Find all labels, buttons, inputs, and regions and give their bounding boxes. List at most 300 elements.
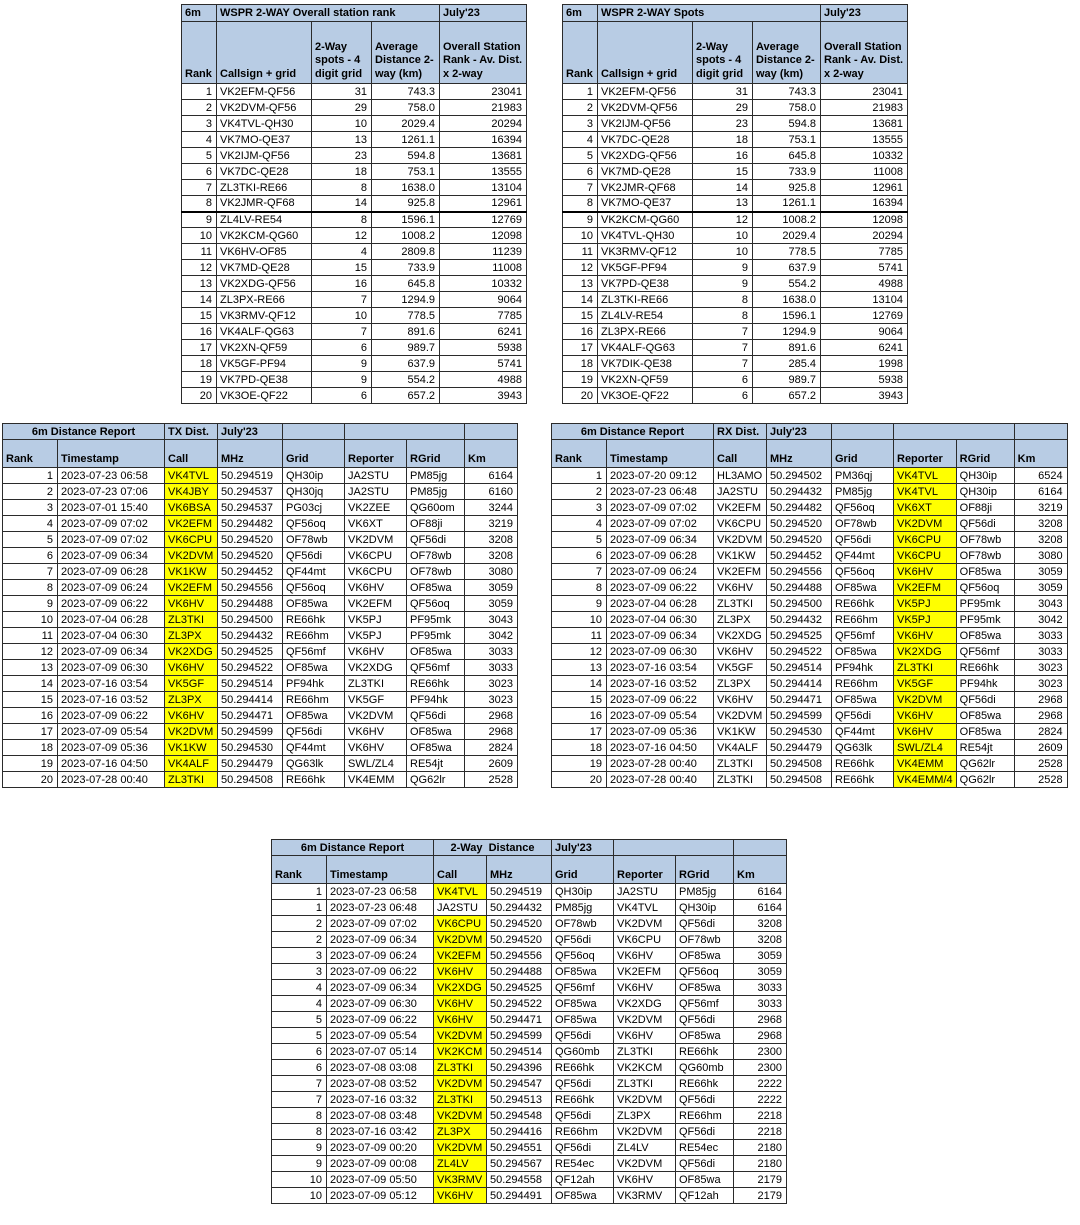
cell-call: VK4TVL — [165, 468, 218, 484]
col-header-callsign: Callsign + grid — [217, 22, 312, 84]
table-row — [272, 1156, 787, 1172]
cell-mhz: 50.294551 — [487, 1140, 552, 1156]
cell-timestamp: 2023-07-04 06:28 — [607, 596, 714, 612]
cell-grid: QF56di — [832, 532, 894, 548]
cell-km: 3033 — [1014, 628, 1067, 644]
col-header-callsign: Callsign + grid — [598, 22, 693, 84]
cell-overall-rank: 7785 — [821, 244, 908, 260]
cell-call: VK6HV — [714, 692, 767, 708]
cell-call: VK6HV — [165, 660, 218, 676]
dist-table — [2, 423, 518, 788]
table-row — [272, 1044, 787, 1060]
cell-grid: RE66hk — [832, 772, 894, 788]
table-row — [182, 164, 527, 180]
col-header-reporter: Reporter — [345, 440, 407, 468]
table-row — [552, 548, 1068, 564]
table-row — [272, 1012, 787, 1028]
cell-spots: 18 — [312, 164, 372, 180]
cell-call: VK6BSA — [165, 500, 218, 516]
cell-reporter: VK6CPU — [894, 548, 957, 564]
cell-rgrid: OF78wb — [956, 548, 1014, 564]
cell-grid: QF44mt — [283, 564, 345, 580]
cell-rgrid: QF56mf — [407, 660, 465, 676]
cell-timestamp: 2023-07-16 03:54 — [58, 676, 165, 692]
cell-mhz: 50.294414 — [767, 676, 832, 692]
cell-timestamp: 2023-07-16 04:50 — [58, 756, 165, 772]
cell-timestamp: 2023-07-09 06:28 — [607, 548, 714, 564]
cell-mhz: 50.294508 — [767, 772, 832, 788]
cell-km: 2180 — [734, 1140, 787, 1156]
cell-call: VK1KW — [165, 564, 218, 580]
table-row — [3, 484, 518, 500]
cell-call: VK6HV — [434, 1012, 487, 1028]
cell-reporter: VK6HV — [345, 724, 407, 740]
cell-grid: PM36qj — [832, 468, 894, 484]
cell-rgrid: QF56mf — [956, 644, 1014, 660]
cell-callsign: VK3OE-QF22 — [598, 388, 693, 404]
cell-spots: 10 — [312, 116, 372, 132]
cell-km: 2968 — [734, 1028, 787, 1044]
cell-callsign: VK2DVM-QF56 — [217, 100, 312, 116]
cell-reporter: VK5GF — [345, 692, 407, 708]
table-row — [182, 308, 527, 324]
cell-reporter: JA2STU — [614, 884, 676, 900]
cell-callsign: VK2KCM-QG60 — [598, 212, 693, 228]
cell-reporter: VK5PJ — [894, 612, 957, 628]
cell-spots: 6 — [312, 388, 372, 404]
cell-grid: QH30ip — [552, 884, 614, 900]
table-row — [3, 468, 518, 484]
cell-rgrid: PF94hk — [956, 676, 1014, 692]
cell-callsign: VK2IJM-QF56 — [217, 148, 312, 164]
table-row — [3, 676, 518, 692]
cell-overall-rank: 1998 — [821, 356, 908, 372]
cell-overall-rank: 9064 — [821, 324, 908, 340]
cell-call: VK2KCM — [434, 1044, 487, 1060]
cell-rank: 10 — [272, 1188, 327, 1204]
table-row — [182, 356, 527, 372]
cell-km: 3080 — [1014, 548, 1067, 564]
cell-avg-distance: 1008.2 — [753, 212, 821, 228]
cell-avg-distance: 645.8 — [753, 148, 821, 164]
cell-timestamp: 2023-07-09 06:28 — [58, 564, 165, 580]
cell-reporter: VK5PJ — [345, 612, 407, 628]
cell-timestamp: 2023-07-09 06:22 — [607, 692, 714, 708]
cell-timestamp: 2023-07-08 03:52 — [327, 1076, 434, 1092]
cell-reporter: VK6HV — [614, 1028, 676, 1044]
cell-grid: QF56di — [832, 708, 894, 724]
col-header-rank: Rank — [563, 22, 598, 84]
cell-mhz: 50.294567 — [487, 1156, 552, 1172]
cell-call: VK2EFM — [165, 580, 218, 596]
spacer — [1014, 424, 1067, 440]
cell-rank: 13 — [563, 276, 598, 292]
cell-rank: 10 — [563, 228, 598, 244]
cell-spots: 23 — [312, 148, 372, 164]
col-header-grid: Grid — [552, 856, 614, 884]
cell-mhz: 50.294414 — [218, 692, 283, 708]
cell-rgrid: QG62lr — [407, 772, 465, 788]
table-row — [3, 692, 518, 708]
table-row — [182, 340, 527, 356]
cell-km: 3059 — [734, 948, 787, 964]
cell-rgrid: QG60om — [407, 500, 465, 516]
cell-spots: 8 — [693, 292, 753, 308]
cell-spots: 6 — [693, 388, 753, 404]
cell-rgrid: RE66hk — [407, 676, 465, 692]
cell-reporter: VK6HV — [894, 708, 957, 724]
table-title: WSPR 2-WAY Overall station rank — [217, 5, 440, 22]
cell-reporter: VK2XDG — [345, 660, 407, 676]
table-row — [182, 100, 527, 116]
col-header-mhz: MHz — [767, 440, 832, 468]
cell-grid: RE66hm — [552, 1124, 614, 1140]
cell-km: 2528 — [1014, 756, 1067, 772]
cell-avg-distance: 778.5 — [753, 244, 821, 260]
cell-rgrid: QH30ip — [956, 484, 1014, 500]
cell-grid: OF85wa — [832, 692, 894, 708]
cell-overall-rank: 13681 — [440, 148, 527, 164]
cell-rgrid: QF56oq — [956, 580, 1014, 596]
cell-callsign: VK2JMR-QF68 — [598, 180, 693, 196]
cell-timestamp: 2023-07-09 06:34 — [58, 548, 165, 564]
cell-rgrid: OF85wa — [956, 564, 1014, 580]
table-row — [552, 676, 1068, 692]
cell-callsign: ZL3PX-RE66 — [217, 292, 312, 308]
cell-rank: 15 — [563, 308, 598, 324]
cell-call: VK2DVM — [714, 532, 767, 548]
cell-grid: RE66hk — [283, 772, 345, 788]
cell-call: ZL3TKI — [714, 772, 767, 788]
cell-timestamp: 2023-07-09 07:02 — [58, 516, 165, 532]
cell-km: 2179 — [734, 1172, 787, 1188]
cell-timestamp: 2023-07-09 07:02 — [607, 500, 714, 516]
cell-km: 6164 — [1014, 484, 1067, 500]
cell-mhz: 50.294508 — [218, 772, 283, 788]
cell-mhz: 50.294547 — [487, 1076, 552, 1092]
cell-mhz: 50.294530 — [767, 724, 832, 740]
cell-callsign: VK7MO-QE37 — [217, 132, 312, 148]
cell-rank: 18 — [3, 740, 58, 756]
cell-mhz: 50.294491 — [487, 1188, 552, 1204]
cell-reporter: VK2XDG — [614, 996, 676, 1012]
cell-timestamp: 2023-07-09 05:36 — [607, 724, 714, 740]
table-row — [552, 468, 1068, 484]
cell-rank: 15 — [182, 308, 217, 324]
cell-avg-distance: 1261.1 — [372, 132, 440, 148]
cell-reporter: VK2DVM — [345, 532, 407, 548]
cell-timestamp: 2023-07-04 06:30 — [58, 628, 165, 644]
cell-callsign: VK2IJM-QF56 — [598, 116, 693, 132]
cell-rank: 7 — [272, 1076, 327, 1092]
cell-spots: 13 — [312, 132, 372, 148]
cell-call: VK2EFM — [165, 516, 218, 532]
cell-timestamp: 2023-07-09 00:08 — [327, 1156, 434, 1172]
table-row — [272, 884, 787, 900]
cell-rank: 8 — [272, 1108, 327, 1124]
cell-mhz: 50.294522 — [218, 660, 283, 676]
cell-reporter: VK2KCM — [614, 1060, 676, 1076]
table-row — [563, 372, 908, 388]
cell-mhz: 50.294479 — [218, 756, 283, 772]
cell-km: 3244 — [465, 500, 518, 516]
cell-overall-rank: 13104 — [440, 180, 527, 196]
cell-callsign: ZL3TKI-RE66 — [598, 292, 693, 308]
cell-overall-rank: 12961 — [821, 180, 908, 196]
cell-overall-rank: 12769 — [821, 308, 908, 324]
cell-reporter: VK6CPU — [345, 548, 407, 564]
month-label: July'23 — [821, 5, 908, 22]
table-row — [182, 196, 527, 212]
cell-overall-rank: 16394 — [821, 196, 908, 212]
cell-reporter: VK2EFM — [614, 964, 676, 980]
cell-rank: 1 — [563, 84, 598, 100]
cell-rgrid: QH30ip — [676, 900, 734, 916]
col-header-avg-distance: Average Distance 2-way (km) — [372, 22, 440, 84]
cell-avg-distance: 637.9 — [753, 260, 821, 276]
cell-reporter: VK6HV — [894, 724, 957, 740]
rank-table — [181, 4, 527, 404]
cell-rank: 2 — [552, 484, 607, 500]
cell-rank: 8 — [182, 196, 217, 212]
cell-mhz: 50.294482 — [218, 516, 283, 532]
table-subtitle: TX Dist. — [165, 424, 218, 440]
table-title: 6m Distance Report — [552, 424, 714, 440]
table-row — [563, 196, 908, 212]
table-row — [3, 564, 518, 580]
cell-overall-rank: 21983 — [440, 100, 527, 116]
col-header-spots: 2-Way spots - 4 digit grid — [693, 22, 753, 84]
cell-grid: OF85wa — [552, 1188, 614, 1204]
table-row — [3, 628, 518, 644]
column-header-row — [272, 856, 787, 884]
cell-rank: 20 — [563, 388, 598, 404]
cell-spots: 9 — [312, 372, 372, 388]
cell-rank: 6 — [272, 1060, 327, 1076]
cell-callsign: VK2XDG-QF56 — [217, 276, 312, 292]
col-header-timestamp: Timestamp — [607, 440, 714, 468]
cell-rank: 3 — [552, 500, 607, 516]
cell-rgrid: RE66hk — [676, 1076, 734, 1092]
cell-avg-distance: 733.9 — [372, 260, 440, 276]
cell-call: VK1KW — [714, 548, 767, 564]
table-row — [552, 772, 1068, 788]
cell-timestamp: 2023-07-09 00:20 — [327, 1140, 434, 1156]
cell-mhz: 50.294514 — [487, 1044, 552, 1060]
cell-rank: 8 — [552, 580, 607, 596]
cell-km: 3208 — [465, 548, 518, 564]
cell-overall-rank: 12098 — [440, 228, 527, 244]
cell-timestamp: 2023-07-09 06:34 — [607, 532, 714, 548]
cell-rgrid: QH30ip — [956, 468, 1014, 484]
band-label: 6m — [182, 5, 217, 22]
cell-call: VK4JBY — [165, 484, 218, 500]
table-row — [3, 516, 518, 532]
table-row — [182, 372, 527, 388]
table-row — [272, 1172, 787, 1188]
cell-grid: QF56oq — [832, 564, 894, 580]
table-row — [563, 292, 908, 308]
cell-timestamp: 2023-07-09 06:22 — [607, 580, 714, 596]
cell-reporter: VK6XT — [894, 500, 957, 516]
cell-overall-rank: 5741 — [821, 260, 908, 276]
cell-mhz: 50.294537 — [218, 484, 283, 500]
table-row — [272, 1188, 787, 1204]
cell-mhz: 50.294514 — [218, 676, 283, 692]
cell-call: VK2DVM — [434, 1028, 487, 1044]
cell-rank: 9 — [272, 1140, 327, 1156]
cell-overall-rank: 12961 — [440, 196, 527, 212]
cell-reporter: VK2DVM — [345, 708, 407, 724]
cell-spots: 7 — [312, 324, 372, 340]
table-title-row — [272, 840, 787, 856]
cell-rank: 2 — [3, 484, 58, 500]
table-row — [563, 164, 908, 180]
cell-rank: 17 — [552, 724, 607, 740]
cell-call: VK2DVM — [714, 708, 767, 724]
table-row — [182, 84, 527, 100]
cell-callsign: VK7MD-QE28 — [217, 260, 312, 276]
cell-grid: OF85wa — [552, 1012, 614, 1028]
cell-rgrid: PF95mk — [407, 612, 465, 628]
table-row — [272, 1140, 787, 1156]
cell-overall-rank: 4988 — [821, 276, 908, 292]
cell-rank: 20 — [552, 772, 607, 788]
cell-rank: 10 — [3, 612, 58, 628]
table-title-row — [552, 424, 1068, 440]
cell-km: 2824 — [465, 740, 518, 756]
cell-overall-rank: 13555 — [821, 132, 908, 148]
col-header-mhz: MHz — [218, 440, 283, 468]
cell-km: 2300 — [734, 1044, 787, 1060]
cell-mhz: 50.294520 — [487, 932, 552, 948]
cell-rgrid: OF88ji — [956, 500, 1014, 516]
cell-call: JA2STU — [714, 484, 767, 500]
cell-mhz: 50.294548 — [487, 1108, 552, 1124]
cell-callsign: VK2EFM-QF56 — [217, 84, 312, 100]
col-header-rgrid: RGrid — [956, 440, 1014, 468]
cell-spots: 31 — [693, 84, 753, 100]
table-title: 6m Distance Report — [272, 840, 434, 856]
cell-reporter: VK2EFM — [894, 580, 957, 596]
cell-timestamp: 2023-07-09 05:50 — [327, 1172, 434, 1188]
table-row — [563, 324, 908, 340]
cell-rank: 16 — [182, 324, 217, 340]
cell-call: VK2DVM — [434, 1108, 487, 1124]
cell-km: 3043 — [465, 612, 518, 628]
cell-reporter: VK2EFM — [345, 596, 407, 612]
cell-timestamp: 2023-07-09 05:54 — [607, 708, 714, 724]
cell-mhz: 50.294432 — [767, 484, 832, 500]
cell-grid: QG60mb — [552, 1044, 614, 1060]
cell-rank: 2 — [272, 916, 327, 932]
cell-avg-distance: 758.0 — [372, 100, 440, 116]
cell-km: 2968 — [1014, 708, 1067, 724]
cell-callsign: VK5GF-PF94 — [217, 356, 312, 372]
cell-mhz: 50.294522 — [767, 644, 832, 660]
cell-spots: 7 — [312, 292, 372, 308]
cell-callsign: VK6HV-OF85 — [217, 244, 312, 260]
cell-call: VK4ALF — [165, 756, 218, 772]
table-row — [563, 340, 908, 356]
cell-spots: 7 — [693, 340, 753, 356]
cell-timestamp: 2023-07-16 03:42 — [327, 1124, 434, 1140]
cell-km: 2968 — [1014, 692, 1067, 708]
col-header-reporter: Reporter — [894, 440, 957, 468]
cell-mhz: 50.294520 — [487, 916, 552, 932]
cell-rank: 7 — [563, 180, 598, 196]
cell-rank: 13 — [182, 276, 217, 292]
cell-call: ZL3TKI — [165, 612, 218, 628]
cell-overall-rank: 9064 — [440, 292, 527, 308]
cell-rank: 6 — [272, 1044, 327, 1060]
cell-grid: RE66hk — [552, 1060, 614, 1076]
cell-rank: 17 — [182, 340, 217, 356]
cell-reporter: VK6HV — [614, 980, 676, 996]
cell-km: 6164 — [465, 468, 518, 484]
cell-call: ZL3TKI — [714, 756, 767, 772]
cell-timestamp: 2023-07-09 05:12 — [327, 1188, 434, 1204]
cell-avg-distance: 1638.0 — [753, 292, 821, 308]
cell-rank: 17 — [563, 340, 598, 356]
cell-avg-distance: 925.8 — [372, 196, 440, 212]
cell-reporter: ZL3TKI — [894, 660, 957, 676]
cell-rgrid: PF94hk — [407, 692, 465, 708]
cell-mhz: 50.294482 — [767, 500, 832, 516]
cell-avg-distance: 1596.1 — [372, 212, 440, 228]
cell-rank: 9 — [563, 212, 598, 228]
cell-grid: QF56mf — [552, 980, 614, 996]
cell-grid: QH30ip — [283, 468, 345, 484]
cell-grid: OF78wb — [552, 916, 614, 932]
table-row — [3, 500, 518, 516]
cell-call: VK5GF — [165, 676, 218, 692]
cell-avg-distance: 2809.8 — [372, 244, 440, 260]
cell-rgrid: OF78wb — [407, 564, 465, 580]
cell-overall-rank: 4988 — [440, 372, 527, 388]
cell-timestamp: 2023-07-09 05:36 — [58, 740, 165, 756]
cell-reporter: VK6CPU — [894, 532, 957, 548]
cell-rank: 14 — [3, 676, 58, 692]
cell-km: 2968 — [465, 708, 518, 724]
cell-spots: 14 — [693, 180, 753, 196]
table-subtitle: RX Dist. — [714, 424, 767, 440]
cell-rank: 2 — [272, 932, 327, 948]
cell-rank: 11 — [3, 628, 58, 644]
cell-call: VK2XDG — [165, 644, 218, 660]
cell-timestamp: 2023-07-09 06:22 — [327, 964, 434, 980]
cell-rgrid: QF56oq — [676, 964, 734, 980]
cell-mhz: 50.294525 — [218, 644, 283, 660]
cell-mhz: 50.294471 — [767, 692, 832, 708]
column-header-row — [3, 440, 518, 468]
cell-reporter: VK2DVM — [614, 1156, 676, 1172]
cell-overall-rank: 11239 — [440, 244, 527, 260]
cell-timestamp: 2023-07-09 05:54 — [58, 724, 165, 740]
cell-reporter: VK5PJ — [894, 596, 957, 612]
cell-overall-rank: 16394 — [440, 132, 527, 148]
table-row — [563, 356, 908, 372]
cell-avg-distance: 753.1 — [753, 132, 821, 148]
cell-timestamp: 2023-07-09 07:02 — [58, 532, 165, 548]
cell-rank: 8 — [3, 580, 58, 596]
cell-km: 2222 — [734, 1076, 787, 1092]
cell-grid: QF56mf — [283, 644, 345, 660]
cell-rgrid: QF56di — [956, 516, 1014, 532]
cell-avg-distance: 1294.9 — [753, 324, 821, 340]
cell-rgrid: PM85jg — [407, 468, 465, 484]
cell-avg-distance: 778.5 — [372, 308, 440, 324]
